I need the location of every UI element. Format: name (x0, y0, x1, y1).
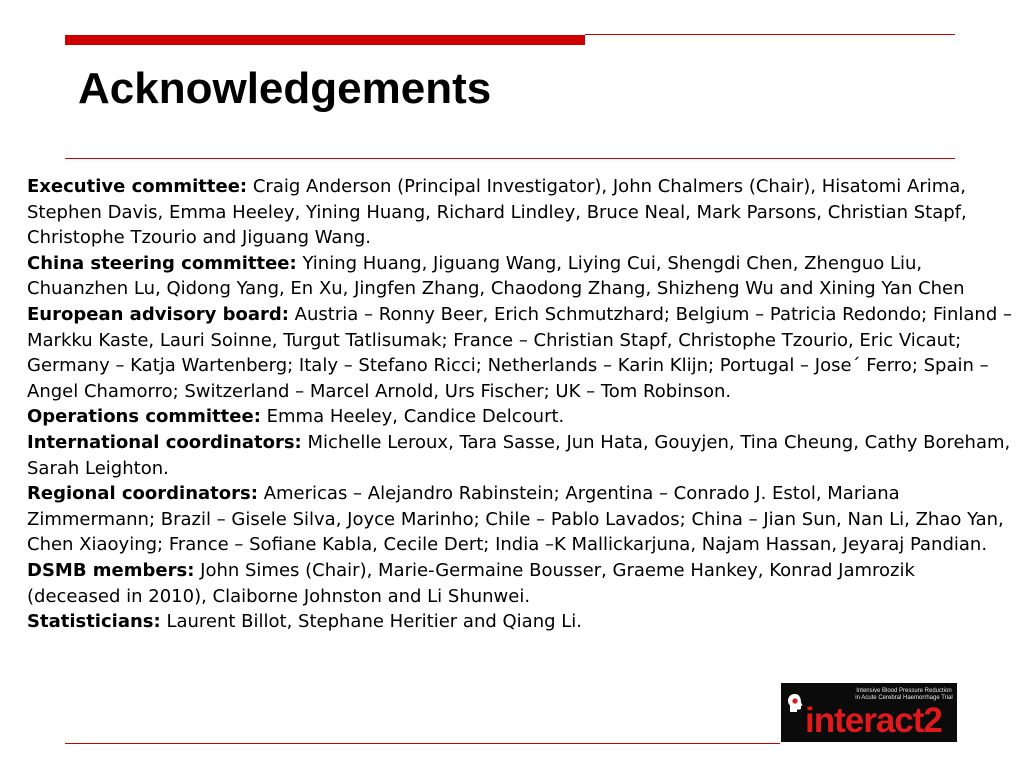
interact2-logo (781, 683, 957, 742)
acknowledgements-body (27, 174, 1012, 635)
logo-wordmark: interact2 (805, 701, 942, 740)
ack-entry-china-steering-committee (27, 251, 1012, 302)
logo-tagline: Intensive Blood Pressure Reduction in Acute Cerebral Haemorrhage Trial (855, 688, 953, 701)
ack-text: Yining Huang, Jiguang Wang, Liying Cui, Shengdi Chen, Zhenguo Liu, Chuanzhen Lu, Qidong Yang, En Xu, Jingfen Zhang, Chaodong Zhang, Shizheng Wu and Xining Yan Chen (27, 252, 965, 300)
ack-entry-statisticians (27, 609, 1012, 635)
ack-label: Regional coordinators: (27, 483, 258, 505)
ack-text: Laurent Billot, Stephane Heritier and Qiang Li. (166, 611, 583, 633)
ack-entry-international-coordinators (27, 430, 1012, 481)
ack-label: Executive committee: (27, 176, 248, 197)
ack-label: Statisticians: (27, 611, 161, 633)
ack-label: International coordinators: (27, 431, 302, 453)
ack-entry-regional-coordinators (27, 481, 1012, 558)
ack-label: China steering committee: (27, 252, 297, 274)
ack-entry-european-advisory-board (27, 302, 1012, 404)
ack-label: European advisory board: (27, 303, 289, 325)
ack-label: DSMB members: (27, 559, 195, 581)
ack-text: Austria – Ronny Beer, Erich Schmutzhard; Belgium – Patricia Redondo; Finland – Markku Kaste, Lauri Soinne, Turgut Tatlisumak; France – Christian Stapf, Christophe Tzourio, Eric Vicaut; Germany – Katja Wartenberg; Italy – Stefano Ricci; Netherlands – Karin Klijn; Portugal – Jose´ Ferro; Spain – Angel Chamorro; Switzerland – Marcel Arnold, Urs Fischer; UK – Tom Robinson. (27, 303, 1012, 402)
ack-text: Michelle Leroux, Tara Sasse, Jun Hata, Gouyjen, Tina Cheung, Cathy Boreham, Sarah Leighton. (27, 431, 1011, 479)
bottom-divider (65, 743, 780, 744)
ack-text: Craig Anderson (Principal Investigator), John Chalmers (Chair), Hisatomi Arima, Stephen Davis, Emma Heeley, Yining Huang, Richard Lindley, Bruce Neal, Mark Parsons, Christian Stapf, Christophe Tzourio and Jiguang Wang. (27, 176, 967, 249)
top-accent-bar (65, 35, 585, 45)
ack-entry-operations-committee (27, 404, 1012, 430)
top-accent-line (585, 34, 955, 35)
ack-label: Operations committee: (27, 406, 261, 428)
ack-text: Americas – Alejandro Rabinstein; Argentina – Conrado J. Estol, Mariana Zimmermann; Brazil – Gisele Silva, Joyce Marinho; Chile – Pablo Lavados; China – Jian Sun, Nan Li, Zhao Yan, Chen Xiaoying; France – Sofiane Kabla, Cecile Dert; India –K Mallickarjuna, Najam Hassan, Jeyaraj Pandian. (27, 483, 1004, 556)
ack-text: Emma Heeley, Candice Delcourt. (266, 406, 565, 428)
ack-text: John Simes (Chair), Marie-Germaine Bousser, Graeme Hankey, Konrad Jamrozik (deceased in 2010), Claiborne Johnston and Li Shunwei. (27, 559, 915, 607)
head-silhouette-icon (787, 693, 803, 713)
title-divider (65, 158, 955, 159)
ack-entry-dsmb-members (27, 558, 1012, 609)
ack-entry-executive-committee (27, 174, 1012, 251)
page-title: Acknowledgements (78, 64, 492, 113)
